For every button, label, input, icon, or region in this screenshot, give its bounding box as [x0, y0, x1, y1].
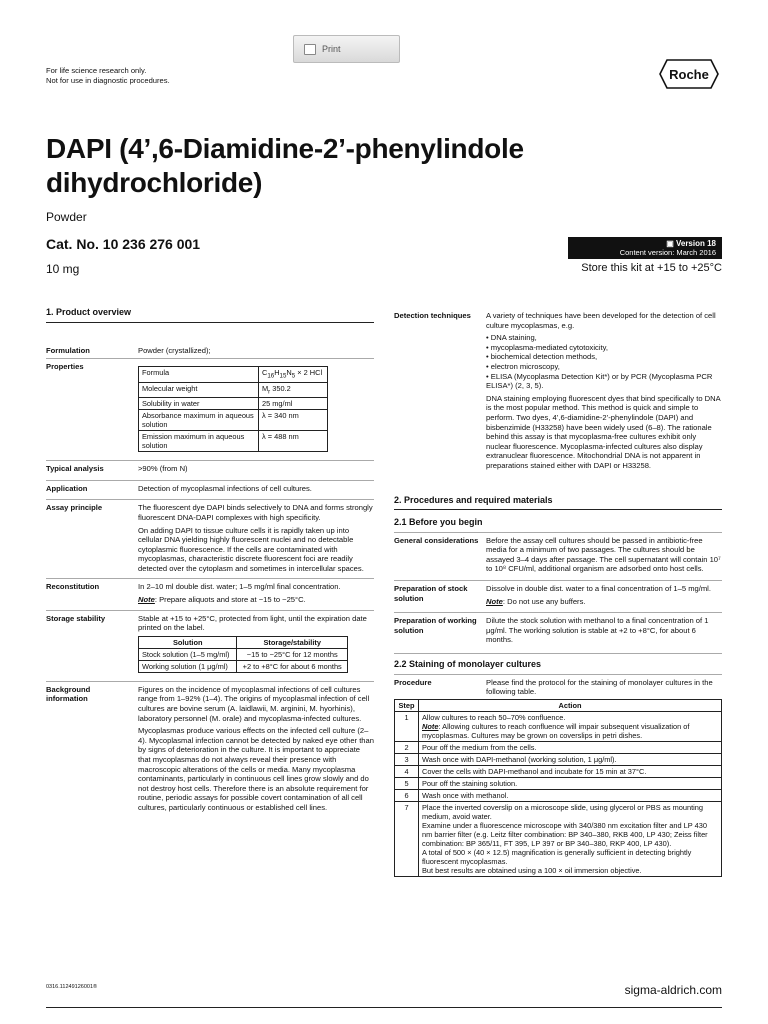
typical-value: >90% (from N) [138, 464, 188, 474]
step-detail: Examine under a fluorescence microscope with 340/380 nm excitation filter and LP 430 nm barrier filter (e.g. Leitz filter combination: BP 340–380, RKB 400, LP 430; Zeiss filter combination: BP 365/11, FT 395, LP 397 or BP 340–380, RKP 400, LP 430). [422, 820, 708, 848]
step-action: Allow cultures to reach 50–70% confluence. [422, 712, 566, 722]
step-number: 2 [395, 741, 419, 753]
prop-value: λ = 340 nm [259, 410, 328, 431]
list-item: • DNA staining, [486, 333, 722, 343]
step-detail: But best results are obtained using a 100 × oil immersion objective. [422, 865, 642, 875]
procedure-text: Please find the protocol for the staining of monolayer cultures in the following table. [486, 677, 713, 697]
step-detail: A total of 500 × (40 × 12.5) magnification is generally sufficient in detecting brightly fluorescent mycoplasmas. [422, 847, 692, 866]
table-row [395, 789, 722, 801]
step-number: 3 [395, 753, 419, 765]
step-note: : Allowing cultures to reach confluence will impair subsequent visualization of mycoplasmas. Cultures may be grown on coverslips in petri dishes. [422, 721, 690, 740]
section-2-2-heading: 2.2 Staining of monolayer cultures [394, 653, 722, 670]
action-header: Action [419, 699, 722, 711]
step-header: Step [395, 699, 419, 711]
content-version: Content version: March 2016 [619, 248, 716, 257]
stock-text: Dissolve in double dist. water to a final concentration of 1–5 mg/ml. [486, 584, 711, 594]
procedure-label: Procedure [394, 677, 432, 687]
page-title [46, 132, 524, 200]
roche-logo [659, 59, 719, 89]
title-line-2: dihydrochloride) [46, 167, 263, 198]
table-row [395, 741, 722, 753]
table-row [395, 777, 722, 789]
formulation-value: Powder (crystallized); [138, 345, 211, 355]
subtitle: Powder [46, 210, 87, 224]
formulation-label: Formulation [46, 345, 90, 355]
footer-divider [46, 1007, 722, 1008]
storage-note: Store this kit at +15 to +25°C [581, 262, 722, 274]
procedure-table [394, 699, 722, 877]
section-2-1-heading: 2.1 Before you begin [394, 517, 483, 528]
background-text-1: Figures on the incidence of mycoplasmal infections of cell cultures range from 1–92% (1–4). The origins of mycoplasmal infection of cell cultures are bovine serum (A. laidlawii, M. arginini, M. hyorhinis), laboratory personnel (M. orale) and mycoplasma-infected cultures. [138, 684, 370, 723]
prop-key: Absorbance maximum in aqueous solution [139, 410, 259, 431]
step-action: Cover the cells with DAPI-methanol and incubate for 15 min at 37°C. [419, 765, 722, 777]
table-row [395, 753, 722, 765]
prop-value: 25 mg/ml [259, 398, 328, 410]
left-column [46, 308, 374, 816]
step-action: Pour off the medium from the cells. [419, 741, 722, 753]
footer-code: 0316.11249126001® [46, 984, 98, 990]
reconstitution-note: : Prepare aliquots and store at −15 to −25°C. [154, 595, 306, 605]
step-action: Wash once with DAPI-methanol (working solution, 1 μg/ml). [419, 753, 722, 765]
prop-key: Solubility in water [139, 398, 259, 410]
step-number: 5 [395, 777, 419, 789]
list-item: • ELISA (Mycoplasma Detection Kit*) or by PCR (Mycoplasma PCR ELISA*) (2, 3, 5). [486, 372, 722, 391]
typical-label: Typical analysis [46, 464, 104, 474]
detection-list [486, 333, 722, 391]
general-text: Before the assay cell cultures should be passed in antibiotic-free media for a minimum of two passages. The cultures should be assayed 3–4 days after passage. The cell supernatant will contain 10⁷ to 10⁸ CFU/ml, additional organism are adsorbed onto host cells. [486, 535, 721, 574]
application-value: Detection of mycoplasmal infections of cell cultures. [138, 483, 312, 493]
version-label: Version 18 [675, 239, 716, 248]
prop-key: Emission maximum in aqueous solution [139, 431, 259, 452]
storage-cell: Working solution (1 μg/ml) [139, 660, 237, 672]
step-note-label: Note [422, 721, 439, 731]
step-number: 4 [395, 765, 419, 777]
detection-intro: A variety of techniques have been developed for the detection of cell culture mycoplasmas, e.g. [486, 311, 716, 330]
svg-text:Roche: Roche [669, 67, 709, 82]
list-item: • biochemical detection methods, [486, 352, 722, 362]
quantity: 10 mg [46, 262, 80, 276]
assay-text-2: On adding DAPI to tissue culture cells it is rapidly taken up into cellular DNA yielding highly fluorescent nuclei and no detectable cytoplasmic fluorescence. If the cells are contaminated with mycoplasmas, characteristic discrete fluorescent foci are readily detected over the cytoplasm and sometimes in intercellular spaces. [138, 525, 364, 573]
working-text: Dilute the stock solution with methanol to a final concentration of 1 μg/ml. The working solution is stable at +2 to +8°C, for about 6 months. [486, 616, 709, 645]
reconstitution-label: Reconstitution [46, 582, 100, 592]
printer-icon [304, 44, 316, 55]
assay-text-1: The fluorescent dye DAPI binds selectively to DNA and forms strongly fluorescent DNA-DAPI complexes with high specificity. [138, 503, 373, 522]
properties-label: Properties [46, 362, 84, 372]
prop-key: Formula [139, 367, 259, 382]
working-label: Preparation of working solution [394, 616, 477, 635]
storage-stability-label: Storage stability [46, 613, 106, 623]
table-row [395, 765, 722, 777]
storage-header: Solution [139, 636, 237, 648]
table-row [395, 711, 722, 741]
disclaimer-line-2: Not for use in diagnostic procedures. [46, 76, 170, 85]
disclaimer-line-1: For life science research only. [46, 66, 147, 75]
step-number: 6 [395, 789, 419, 801]
footer-website[interactable]: sigma-aldrich.com [624, 983, 722, 997]
prop-key: Molecular weight [139, 382, 259, 397]
catalog-number: Cat. No. 10 236 276 001 [46, 236, 201, 252]
list-item: • electron microscopy, [486, 362, 722, 372]
storage-cell: +2 to +8°C for about 6 months [237, 660, 348, 672]
step-action: Wash once with methanol. [419, 789, 722, 801]
prop-value: λ = 488 nm [259, 431, 328, 452]
detection-text: DNA staining employing fluorescent dyes that bind specifically to DNA is the most popular method. This method is quick and simple to perform. Two dyes, 4’,6-diamidine-2’-phenylindole (DAPI) and bisbenzimide (H33258) have been widely used (6–8). The rationale behind this assay is that mycoplasma-free cultures exhibit only nuclear fluorescence. Mycoplasma-infected cultures also display extranuclear fluorescence. Mitochondrial DNA is not apparent in preparations stained either with DAPI or H33258. [486, 393, 721, 470]
step-number: 1 [395, 711, 419, 741]
stock-note-label: Note [486, 596, 503, 606]
print-label: Print [322, 44, 341, 54]
step-action: Place the inverted coverslip on a microscope slide, using glycerol or PBS as mounting medium, avoid water. [422, 802, 703, 821]
storage-stability-text: Stable at +15 to +25°C, protected from light, until the expiration date printed on the label. [138, 613, 367, 633]
print-button[interactable] [293, 35, 400, 63]
application-label: Application [46, 483, 88, 493]
section-1-heading: 1. Product overview [46, 308, 374, 323]
reconstitution-text: In 2–10 ml double dist. water; 1–5 mg/ml final concentration. [138, 582, 341, 592]
storage-table [138, 636, 348, 673]
disclaimer [46, 66, 170, 86]
general-label: General considerations [394, 535, 479, 545]
table-row [395, 801, 722, 876]
version-badge: ▣ Version 18 Content version: March 2016 [568, 237, 722, 259]
title-line-1: DAPI (4’,6-Diamidine-2’-phenylindole [46, 133, 524, 164]
storage-cell: Stock solution (1–5 mg/ml) [139, 648, 237, 660]
prop-mw: $M_r$ 350.2 [259, 382, 328, 397]
storage-cell: −15 to −25°C for 12 months [237, 648, 348, 660]
right-column [394, 308, 722, 877]
background-text-2: Mycoplasmas produce various effects on the infected cell culture (2–4). Mycoplasmal infection cannot be detected by naked eye other than by signs of deterioration in the culture. It is important to appreciate that mycoplasmas do not always reveal their presence with macroscopic alterations of the cells or media. Many mycoplasma contaminants, particularly in continuous cell lines grow slowly and do not destroy host cells. Therefore there is an absolute requirement for routine, periodic assays for possible covert contamination of all cell cultures, particularly continuous or established cell lines. [138, 726, 374, 812]
stock-note: : Do not use any buffers. [502, 596, 586, 606]
assay-label: Assay principle [46, 503, 103, 513]
storage-header: Storage/stability [237, 636, 348, 648]
detection-label: Detection techniques [394, 311, 471, 320]
stock-label: Preparation of stock solution [394, 584, 468, 603]
properties-table [138, 366, 328, 452]
step-number: 7 [395, 801, 419, 876]
reconstitution-note-label: Note [138, 595, 155, 605]
list-item: • mycoplasma-mediated cytotoxicity, [486, 343, 722, 353]
step-action: Pour off the staining solution. [419, 777, 722, 789]
prop-formula: $C_{16}H_{15}N_5 \times 2$ HCl [259, 367, 328, 382]
section-2-heading: 2. Procedures and required materials [394, 496, 722, 511]
background-label: Background information [46, 684, 91, 704]
